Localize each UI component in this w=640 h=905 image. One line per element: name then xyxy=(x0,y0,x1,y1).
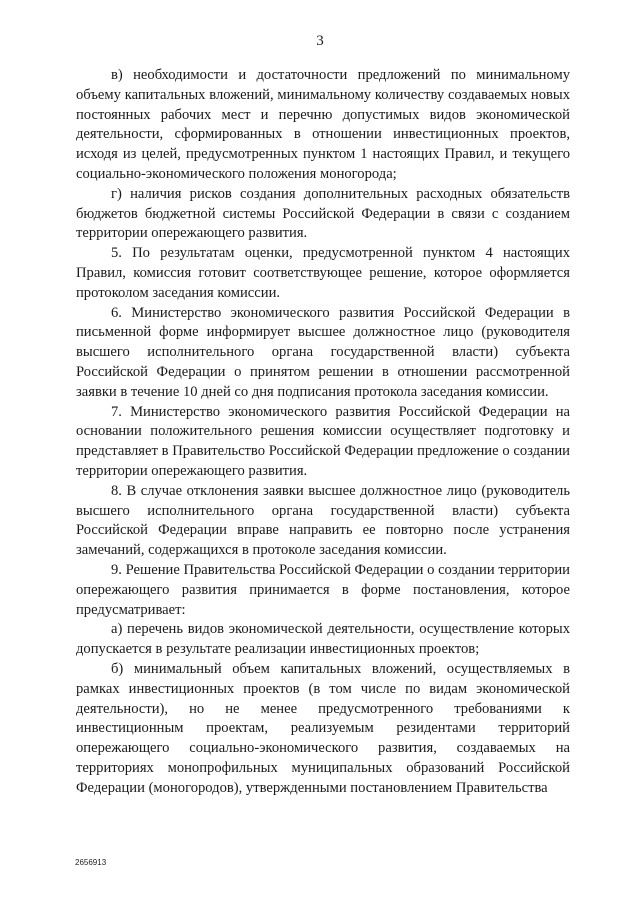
paragraph-5-evaluation-results: 5. По результатам оценки, предусмотренной пунктом 4 настоящих Правил, комиссия готовит соответствующее решение, которое оформляется протоколом заседания комиссии. xyxy=(76,245,570,301)
paragraph-8-rejection-resubmit: 8. В случае отклонения заявки высшее должностное лицо (руководитель высшего исполнительного органа государственной власти) субъекта Российской Федерации вправе направить ее повторно после устранения замечаний, содержащихся в протоколе заседания комиссии. xyxy=(76,482,570,559)
paragraph-b-minimum-investment: б) минимальный объем капитальных вложений, осуществляемых в рамках инвестиционных проектов (в том числе по видам экономической деятельности), но не менее предусмотренного требованиями к инвестиционным проектам, реализуемым резидентами территорий опережающего социально-экономического развития, создаваемых на территориях монопрофильных муниципальных образований Российской Федерации (моногородов), утвержденными постановлением Правительства xyxy=(76,660,570,796)
paragraph-9-government-decision: 9. Решение Правительства Российской Федерации о создании территории опережающего развития принимается в форме постановления, которое предусматривает: xyxy=(76,561,570,618)
document-code: 2656913 xyxy=(75,858,107,867)
paragraph-g-risks: г) наличия рисков создания дополнительных расходных обязательств бюджетов бюджетной системы Российской Федерации в связи с созданием территории опережающего развития. xyxy=(76,185,570,242)
paragraph-v-necessity: в) необходимости и достаточности предложений по минимальному объему капитальных вложений, минимальному количеству создаваемых новых постоянных рабочих мест и перечню допустимых видов экономической деятельности, сформированных в отношении инвестиционных проектов, исходя из целей, предусмотренных пунктом 1 настоящих Правил, и текущего социально-экономического положения моногорода; xyxy=(76,67,570,182)
paragraph-6-ministry-informs: 6. Министерство экономического развития Российской Федерации в письменной форме информирует высшее должностное лицо (руководителя высшего исполнительного органа государственной власти) субъекта Российской Федерации о принятом решении в отношении рассмотренной заявки в течение 10 дней со дня подписания протокола заседания комиссии. xyxy=(76,304,570,400)
page-number: 3 xyxy=(316,33,324,49)
paragraph-7-ministry-prepares: 7. Министерство экономического развития Российской Федерации на основании положительного решения комиссии осуществляет подготовку и представляет в Правительство Российской Федерации предложение о создании территории опережающего развития. xyxy=(76,403,570,479)
document-body xyxy=(76,66,570,798)
paragraph-a-activity-list: а) перечень видов экономической деятельности, осуществление которых допускается в результате реализации инвестиционных проектов; xyxy=(76,621,570,658)
